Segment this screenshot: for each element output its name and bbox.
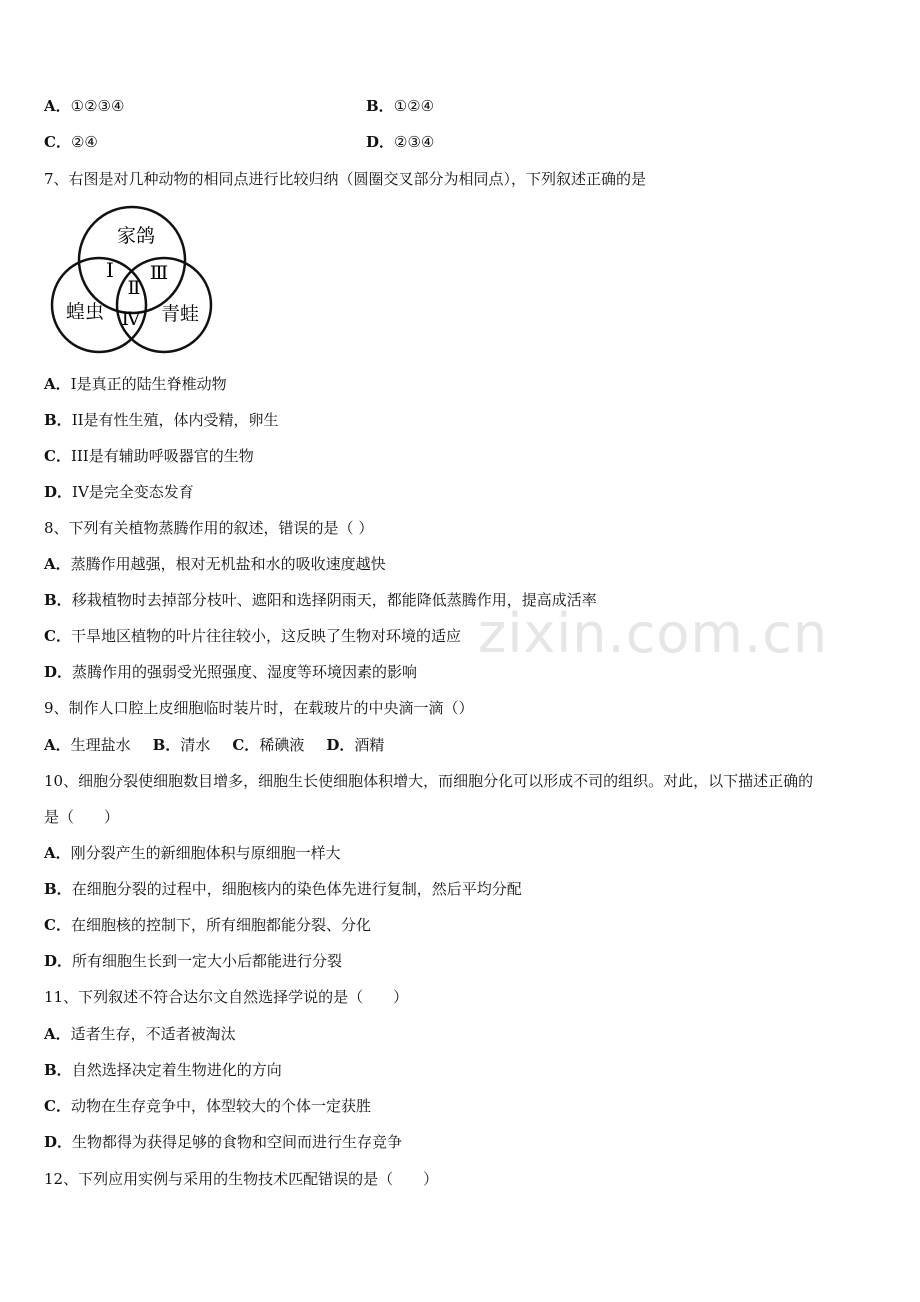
option-letter: B． [152, 736, 181, 754]
option-text: III是有辅助呼吸器官的生物 [70, 447, 254, 465]
option-text: 清水 [180, 736, 211, 754]
option-text: 所有细胞生长到一定大小后都能进行分裂 [72, 952, 343, 970]
q9-stem: 9、制作人口腔上皮细胞临时装片时，在载玻片的中央滴一滴（） [44, 699, 474, 717]
option-letter: C． [44, 627, 71, 645]
option-letter: D． [44, 483, 73, 501]
q11-stem: 11、下列叙述不符合达尔文自然选择学说的是（ ） [44, 988, 409, 1006]
option-letter: D． [44, 663, 73, 681]
option-text: 酒精 [354, 736, 385, 754]
venn-diagram [44, 204, 216, 354]
q10-stem-line2: 是（ ） [44, 808, 120, 826]
option-text: 在细胞分裂的过程中，细胞核内的染色体先进行复制，然后平均分配 [71, 880, 522, 898]
q10-option-a [44, 843, 341, 863]
q7-stem: 7、右图是对几种动物的相同点进行比较归纳（圆圈交叉部分为相同点），下列叙述正确的是 [44, 170, 647, 188]
option-letter: D． [366, 133, 395, 151]
option-text: ②④ [70, 133, 98, 151]
q7-option-a [44, 374, 227, 394]
q8-option-b [44, 590, 597, 610]
option-letter: D． [44, 952, 73, 970]
option-letter: B． [44, 1061, 72, 1079]
option-text: 稀碘液 [259, 736, 305, 754]
venn-region-2: Ⅱ [127, 277, 141, 299]
q7-option-d [44, 482, 194, 502]
venn-region-1: Ⅰ [106, 258, 114, 282]
option-text: 生理盐水 [70, 736, 131, 754]
q8-option-d [44, 662, 417, 682]
option-letter: A． [44, 97, 71, 115]
option-letter: A． [44, 375, 71, 393]
q6-option-a [44, 96, 124, 116]
q8-option-a [44, 554, 386, 574]
option-text: 刚分裂产生的新细胞体积与原细胞一样大 [70, 844, 341, 862]
q8-option-c [44, 626, 461, 646]
q10-option-d [44, 951, 342, 971]
option-text: I是真正的陆生脊椎动物 [70, 375, 227, 393]
option-text: 移栽植物时去掉部分枝叶、遮阳和选择阴雨天，都能降低蒸腾作用，提高成活率 [71, 591, 597, 609]
venn-label-pigeon: 家鸽 [116, 225, 156, 247]
option-text: 蒸腾作用的强弱受光照强度、湿度等环境因素的影响 [72, 663, 418, 681]
q8-stem: 8、下列有关植物蒸腾作用的叙述，错误的是（ ） [44, 519, 374, 537]
option-text: ①②③④ [70, 97, 125, 115]
venn-label-frog: 青蛙 [160, 303, 200, 325]
option-text: 自然选择决定着生物进化的方向 [71, 1061, 282, 1079]
option-text: IV是完全变态发育 [72, 483, 194, 501]
option-letter: B． [44, 411, 72, 429]
option-letter: D． [44, 1133, 73, 1151]
option-text: 适者生存，不适者被淘汰 [70, 1025, 236, 1043]
option-text: 生物都得为获得足够的食物和空间而进行生存竞争 [72, 1133, 403, 1151]
option-letter: B． [44, 880, 72, 898]
option-letter: C． [44, 916, 71, 934]
q11-option-b [44, 1060, 282, 1080]
q11-option-a [44, 1024, 236, 1044]
option-letter: D． [326, 736, 355, 754]
q6-option-b [366, 96, 434, 116]
watermark: zixin.com.cn [478, 602, 829, 665]
option-letter: C． [232, 736, 260, 754]
option-text: 在细胞核的控制下，所有细胞都能分裂、分化 [70, 916, 371, 934]
option-text: 干旱地区植物的叶片往往较小，这反映了生物对环境的适应 [70, 627, 461, 645]
q10-option-c [44, 915, 371, 935]
option-letter: C． [44, 1097, 71, 1115]
q7-option-c [44, 446, 254, 466]
q10-option-b [44, 879, 522, 899]
option-text: 动物在生存竞争中，体型较大的个体一定获胜 [70, 1097, 371, 1115]
venn-region-4: Ⅳ [121, 308, 141, 330]
option-letter: B． [366, 97, 394, 115]
q9-options [44, 735, 384, 755]
q6-option-c [44, 132, 98, 152]
option-letter: C． [44, 447, 71, 465]
option-letter: B． [44, 591, 72, 609]
venn-label-locust: 蝗虫 [65, 301, 105, 323]
option-text: ②③④ [394, 133, 435, 151]
option-letter: A． [44, 736, 71, 754]
q11-option-c [44, 1096, 371, 1116]
option-letter: A． [44, 844, 71, 862]
q7-option-b [44, 410, 279, 430]
option-letter: C． [44, 133, 71, 151]
option-text: 蒸腾作用越强，根对无机盐和水的吸收速度越快 [70, 555, 386, 573]
venn-region-3: Ⅲ [149, 262, 169, 284]
option-text: II是有性生殖，体内受精，卵生 [71, 411, 279, 429]
option-letter: A． [44, 555, 71, 573]
q6-option-d [366, 132, 434, 152]
option-letter: A． [44, 1025, 71, 1043]
q11-option-d [44, 1132, 402, 1152]
q12-stem: 12、下列应用实例与采用的生物技术匹配错误的是（ ） [44, 1170, 439, 1188]
q10-stem-line1: 10、细胞分裂使细胞数目增多，细胞生长使细胞体积增大，而细胞分化可以形成不司的组织。对此，以下描述正确的 [44, 772, 814, 790]
option-text: ①②④ [393, 97, 435, 115]
